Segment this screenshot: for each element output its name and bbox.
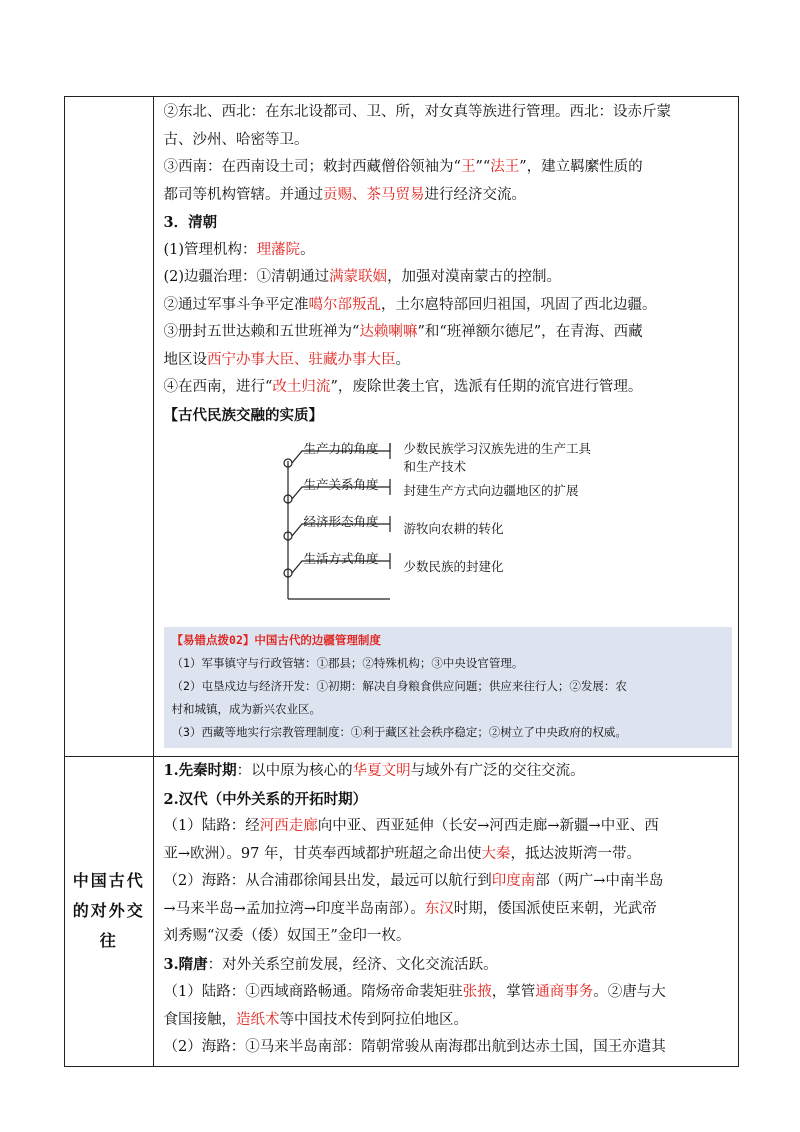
diagram-left-label: 生产力的角度 [303,441,379,456]
text-line: 刘秀赐“汉委（倭）奴国王”金印一枚。 [163,928,411,944]
text-line: ③西南：在西南设土司；敕封西藏僧俗领袖为“王”“法王”，建立羁縻性质的 [163,159,643,175]
content-cell-borders [153,97,738,757]
diagram-right-label: 少数民族的封建化 [403,559,504,574]
text-line: 都司等机构管辖。并通过贡赐、茶马贸易进行经济交流。 [163,186,527,203]
diagram-left-label: 经济形态角度 [303,514,379,529]
text-line: 亚→欧洲）。97 年，甘英奉西域都护班超之命出使大秦，抵达波斯湾一带。 [163,845,641,862]
text-line: 地区设西宁办事大臣、驻藏办事大臣。 [163,351,411,368]
diagram-left-label: 生产关系角度 [303,477,379,492]
section-heading: 2.汉代（中外关系的开拓时期） [163,790,368,808]
table-row [65,97,739,757]
diagram-right-label: 少数民族学习汉族先进的生产工具 [403,441,592,456]
content-cell [153,757,738,1067]
text-line: ②东北、西北：在东北设都司、卫、所，对女真等族进行管理。西北：设赤斤蒙 [163,104,672,120]
box-line: （2）屯垦戍边与经济开发：①初期：解决自身粮食供应问题；供应来往行人；②发展：农 [171,679,627,693]
text-line: 3.隋唐：对外关系空前发展，经济、文化交流活跃。 [163,955,498,973]
text-line: (1)管理机构：理藩院。 [163,241,315,258]
box-line: 村和城镇，成为新兴农业区。 [171,702,322,716]
box-title: 【易错点拨02】中国古代的边疆管理制度 [171,633,381,647]
text-line: →马来半岛→孟加拉湾→印度半岛南部）。东汉时期，倭国派使臣来朝，光武帝 [163,900,657,917]
section-heading: 【古代民族交融的实质】 [163,406,324,424]
topic-label: 中国古代的对外交往 [72,871,145,951]
text-line: ③册封五世达赖和五世班禅为“达赖喇嘛”和“班禅额尔德尼”，在青海、西藏 [163,324,643,340]
text-line: ④在西南，进行“改土归流”，废除世袭土官，选派有任期的流官进行管理。 [163,379,643,395]
section-heading: 3．清朝 [163,214,218,231]
box-line: （3）西藏等地实行宗教管理制度：①利于藏区社会秩序稳定；②树立了中央政府的权威。 [171,725,627,739]
text-line: （2）海路：①马来半岛南部：隋朝常骏从南海郡出航到达赤土国，国王亦遣其 [163,1039,666,1055]
text-line: （2）海路：从合浦郡徐闻县出发，最远可以航行到印度南部（两广→中南半岛 [163,873,664,889]
topic-cell-empty [65,97,154,757]
box-line: （1）军事镇守与行政管辖：①郡县；②特殊机构；③中央设官管理。 [171,656,524,670]
text-line: ②通过军事斗争平定准噶尔部叛乱，土尔扈特部回归祖国，巩固了西北边疆。 [163,296,657,313]
text-line: (2)边疆治理：①清朝通过满蒙联姻，加强对漠南蒙古的控制。 [163,269,562,285]
text-line: 古、沙州、哈密等卫。 [163,131,309,148]
essence-diagram [164,433,732,621]
text-line: 1.先秦时期：以中原为核心的华夏文明与域外有广泛的交往交流。 [163,762,585,779]
text-line: （1）陆路：经河西走廊向中亚、西亚延伸（长安→河西走廊→新疆→中亚、西 [163,818,659,834]
text-line: （1）陆路：①西域商路畅通。隋炀帝命裴矩驻张掖，掌管通商事务。②唐与大 [163,984,666,1000]
diagram-left-label: 生活方式角度 [303,551,379,566]
text-line: 食国接触，造纸术等中国技术传到阿拉伯地区。 [163,1011,469,1028]
table-row [65,757,739,1067]
diagram-right-label: 和生产技术 [403,459,467,474]
diagram-right-label: 封建生产方式向边疆地区的扩展 [403,483,579,498]
diagram-right-label: 游牧向农耕的转化 [403,521,504,536]
error-tip-box [164,627,732,748]
content-table [64,96,739,1067]
topic-cell [65,757,154,1067]
